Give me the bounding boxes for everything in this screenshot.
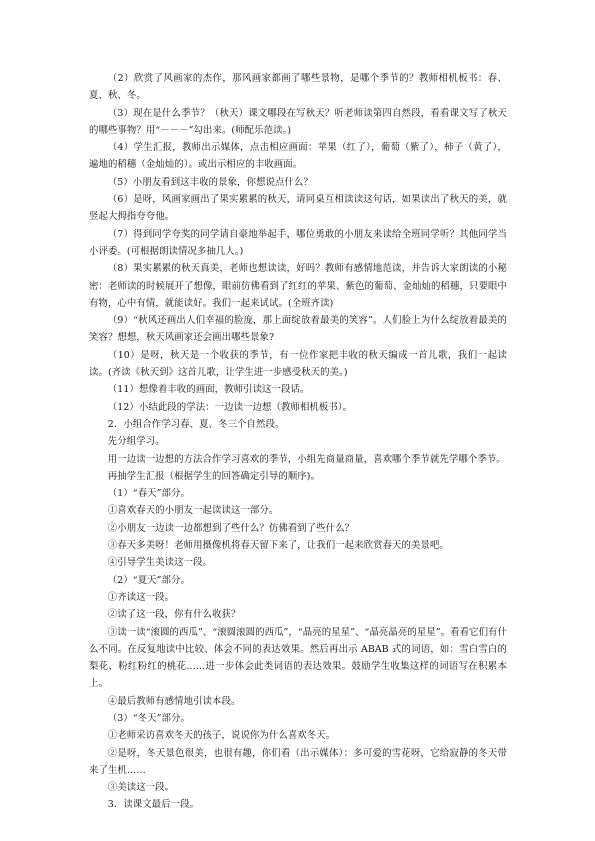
paragraph: ①老师采访喜欢冬天的孩子，说说你为什么喜欢冬天。 — [107, 730, 336, 742]
paragraph: （3）现在是什么季节？（秋天）课文哪段在写秋天？听老师读第四自然段，看看课文写了秋天的哪些事物？用“－－－”勾出来。(师配乐范读。) — [89, 107, 507, 136]
paragraph: （8）果实累累的秋天真美，老师也想读读，好吗？教师有感情地范读，并告诉大家朗读的小秘密：老师读的时候展开了想像，眼前仿佛看到了红红的苹果、紫色的葡萄、金灿灿的稻穗，只要眼中有物，心中有情，就能读好。我们一起来试试。(全班齐读) — [89, 263, 507, 309]
paragraph: （5）小朋友看到这丰收的景象，你想说点什么？ — [107, 176, 313, 188]
paragraph: （2）“夏天”部分。 — [107, 574, 190, 586]
paragraph: ①喜欢春天的小朋友一起读读这一部分。 — [107, 505, 279, 517]
paragraph: （11）想像着丰收的画面，教师引读这一段话。 — [107, 384, 310, 396]
paragraph: ①齐读这一段。 — [107, 591, 175, 603]
paragraph: （1）“春天”部分。 — [107, 488, 190, 500]
section-heading: 3．读课文最后一段。 — [107, 799, 200, 811]
paragraph: （10）是呀，秋天是一个收获的季节，有一位作家把丰收的秋天编成一首儿歌，我们一起读读。(齐读《秋天到》这首儿歌，让学生进一步感受秋天的美。) — [89, 349, 507, 379]
document-page — [89, 70, 507, 814]
section-heading: 2．小组合作学习春、夏、冬三个自然段。 — [107, 418, 285, 430]
paragraph: ③春天多美呀！老师用摄像机将春天留下来了，让我们一起来欣赏春天的美景吧。 — [107, 540, 449, 552]
paragraph: 再抽学生汇报（根据学生的回答确定引导的顺序)。 — [107, 470, 321, 482]
paragraph: （9）“秋风还画出人们幸福的脸庞，那上面绽放着最美的笑容”。人们脸上为什么绽放着最美的笑容？想想，秋天风画家还会画出哪些景象? — [89, 315, 507, 344]
paragraph: （12）小结此段的学法：一边读一边想（教师相机板书）。 — [107, 401, 353, 413]
paragraph: ③美读这一段。 — [107, 782, 175, 794]
paragraph: （7）得到同学夸奖的同学请自豪地举起手，哪位勇敢的小朋友来读给全班同学听？其他同学当小评委。(可根据朗读情况多抽几人。) — [89, 228, 507, 257]
paragraph: 用一边读一边想的方法合作学习喜欢的季节，小组先商量商量，喜欢哪个季节就先学哪个季节。 — [107, 453, 506, 465]
paragraph: （2）欣赏了风画家的杰作，那风画家都画了哪些景物，是哪个季节的？教师相机板书：春、夏、秋、冬。 — [89, 73, 507, 102]
paragraph: （3）“冬天”部分。 — [107, 712, 190, 724]
paragraph: （4）学生汇报，教师出示媒体，点击相应画面：苹果（红了），葡萄（紫了），柿子（黄了），遍地的稻穗（金灿灿的）。或出示相应的丰收画面。 — [89, 142, 507, 171]
paragraph: ②是呀，冬天景色很美，也很有趣，你们看（出示媒体）：多可爱的雪花呀，它给寂静的冬天带来了生机…… — [89, 747, 507, 776]
paragraph: ③读一读“滚圆的西瓜”、“滚圆滚圆的西瓜”，“晶亮的星星”、“晶亮晶亮的星星”。看看它们有什么不同。在反复地读中比较、体会不同的表达效果。然后再出示 ABAB 式的词语，如：雪白雪白的梨花、粉红粉红的桃花……进一步体会此类词语的表达效果。鼓励学生收集这样的词语写在积累本上。 — [89, 626, 507, 690]
paragraph: ②读了这一段，你有什么收获？ — [107, 609, 241, 621]
paragraph: ②小朋友一边读一边都想到了些什么？仿佛看到了些什么？ — [107, 522, 355, 534]
paragraph: （6）是呀，风画家画出了果实累累的秋天，请同桌互相读读这句话，如果读出了秋天的美，就竖起大拇指夸夸他。 — [89, 194, 507, 223]
paragraph: 先分组学习。 — [107, 436, 165, 448]
paragraph: ④引导学生美读这一段。 — [107, 557, 213, 569]
paragraph: ④最后教师有感情地引读本段。 — [107, 695, 241, 707]
